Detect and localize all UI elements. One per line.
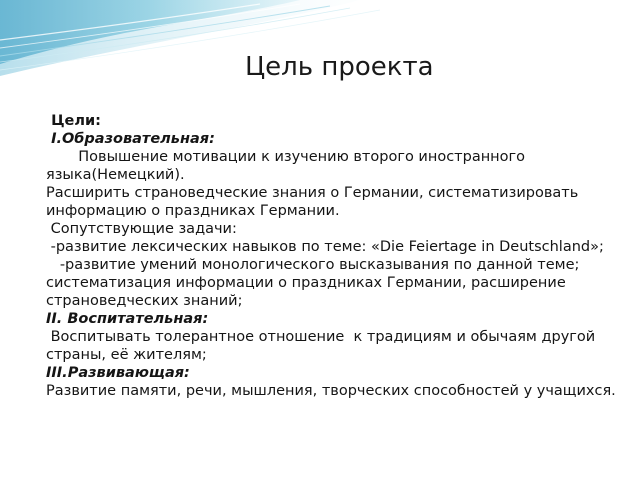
task-item-1: -развитие лексических навыков по теме: «Die Feiertage in Deutschland»; [46, 239, 604, 255]
tasks-label: Сопутствующие задачи: [46, 221, 237, 237]
section-developing-text: Развитие памяти, речи, мышления, творческих способностей у учащихся. [46, 383, 616, 399]
section-educational-line2: Расширить страноведческие знания о Германии, систематизировать информацию о праздниках Германии. [46, 185, 583, 219]
section-developing-heading: III.Развивающая: [46, 365, 190, 381]
section-upbringing-text: Воспитывать толерантное отношение к традициям и обычаям другой страны, её жителям; [46, 329, 600, 363]
slide-title: Цель проекта [245, 52, 434, 82]
section-upbringing-heading: II. Воспитательная: [46, 311, 209, 327]
task-item-2: -развитие умений монологического высказывания по данной теме; систематизация информации о праздниках Германии, расширение страноведческих знаний; [46, 257, 585, 309]
slide-body [46, 112, 621, 400]
section-educational-line1: Повышение мотивации к изучению второго иностранного языка(Немецкий). [46, 149, 530, 183]
section-educational-heading: I.Образовательная: [46, 131, 215, 147]
goals-label: Цели: [46, 113, 101, 129]
